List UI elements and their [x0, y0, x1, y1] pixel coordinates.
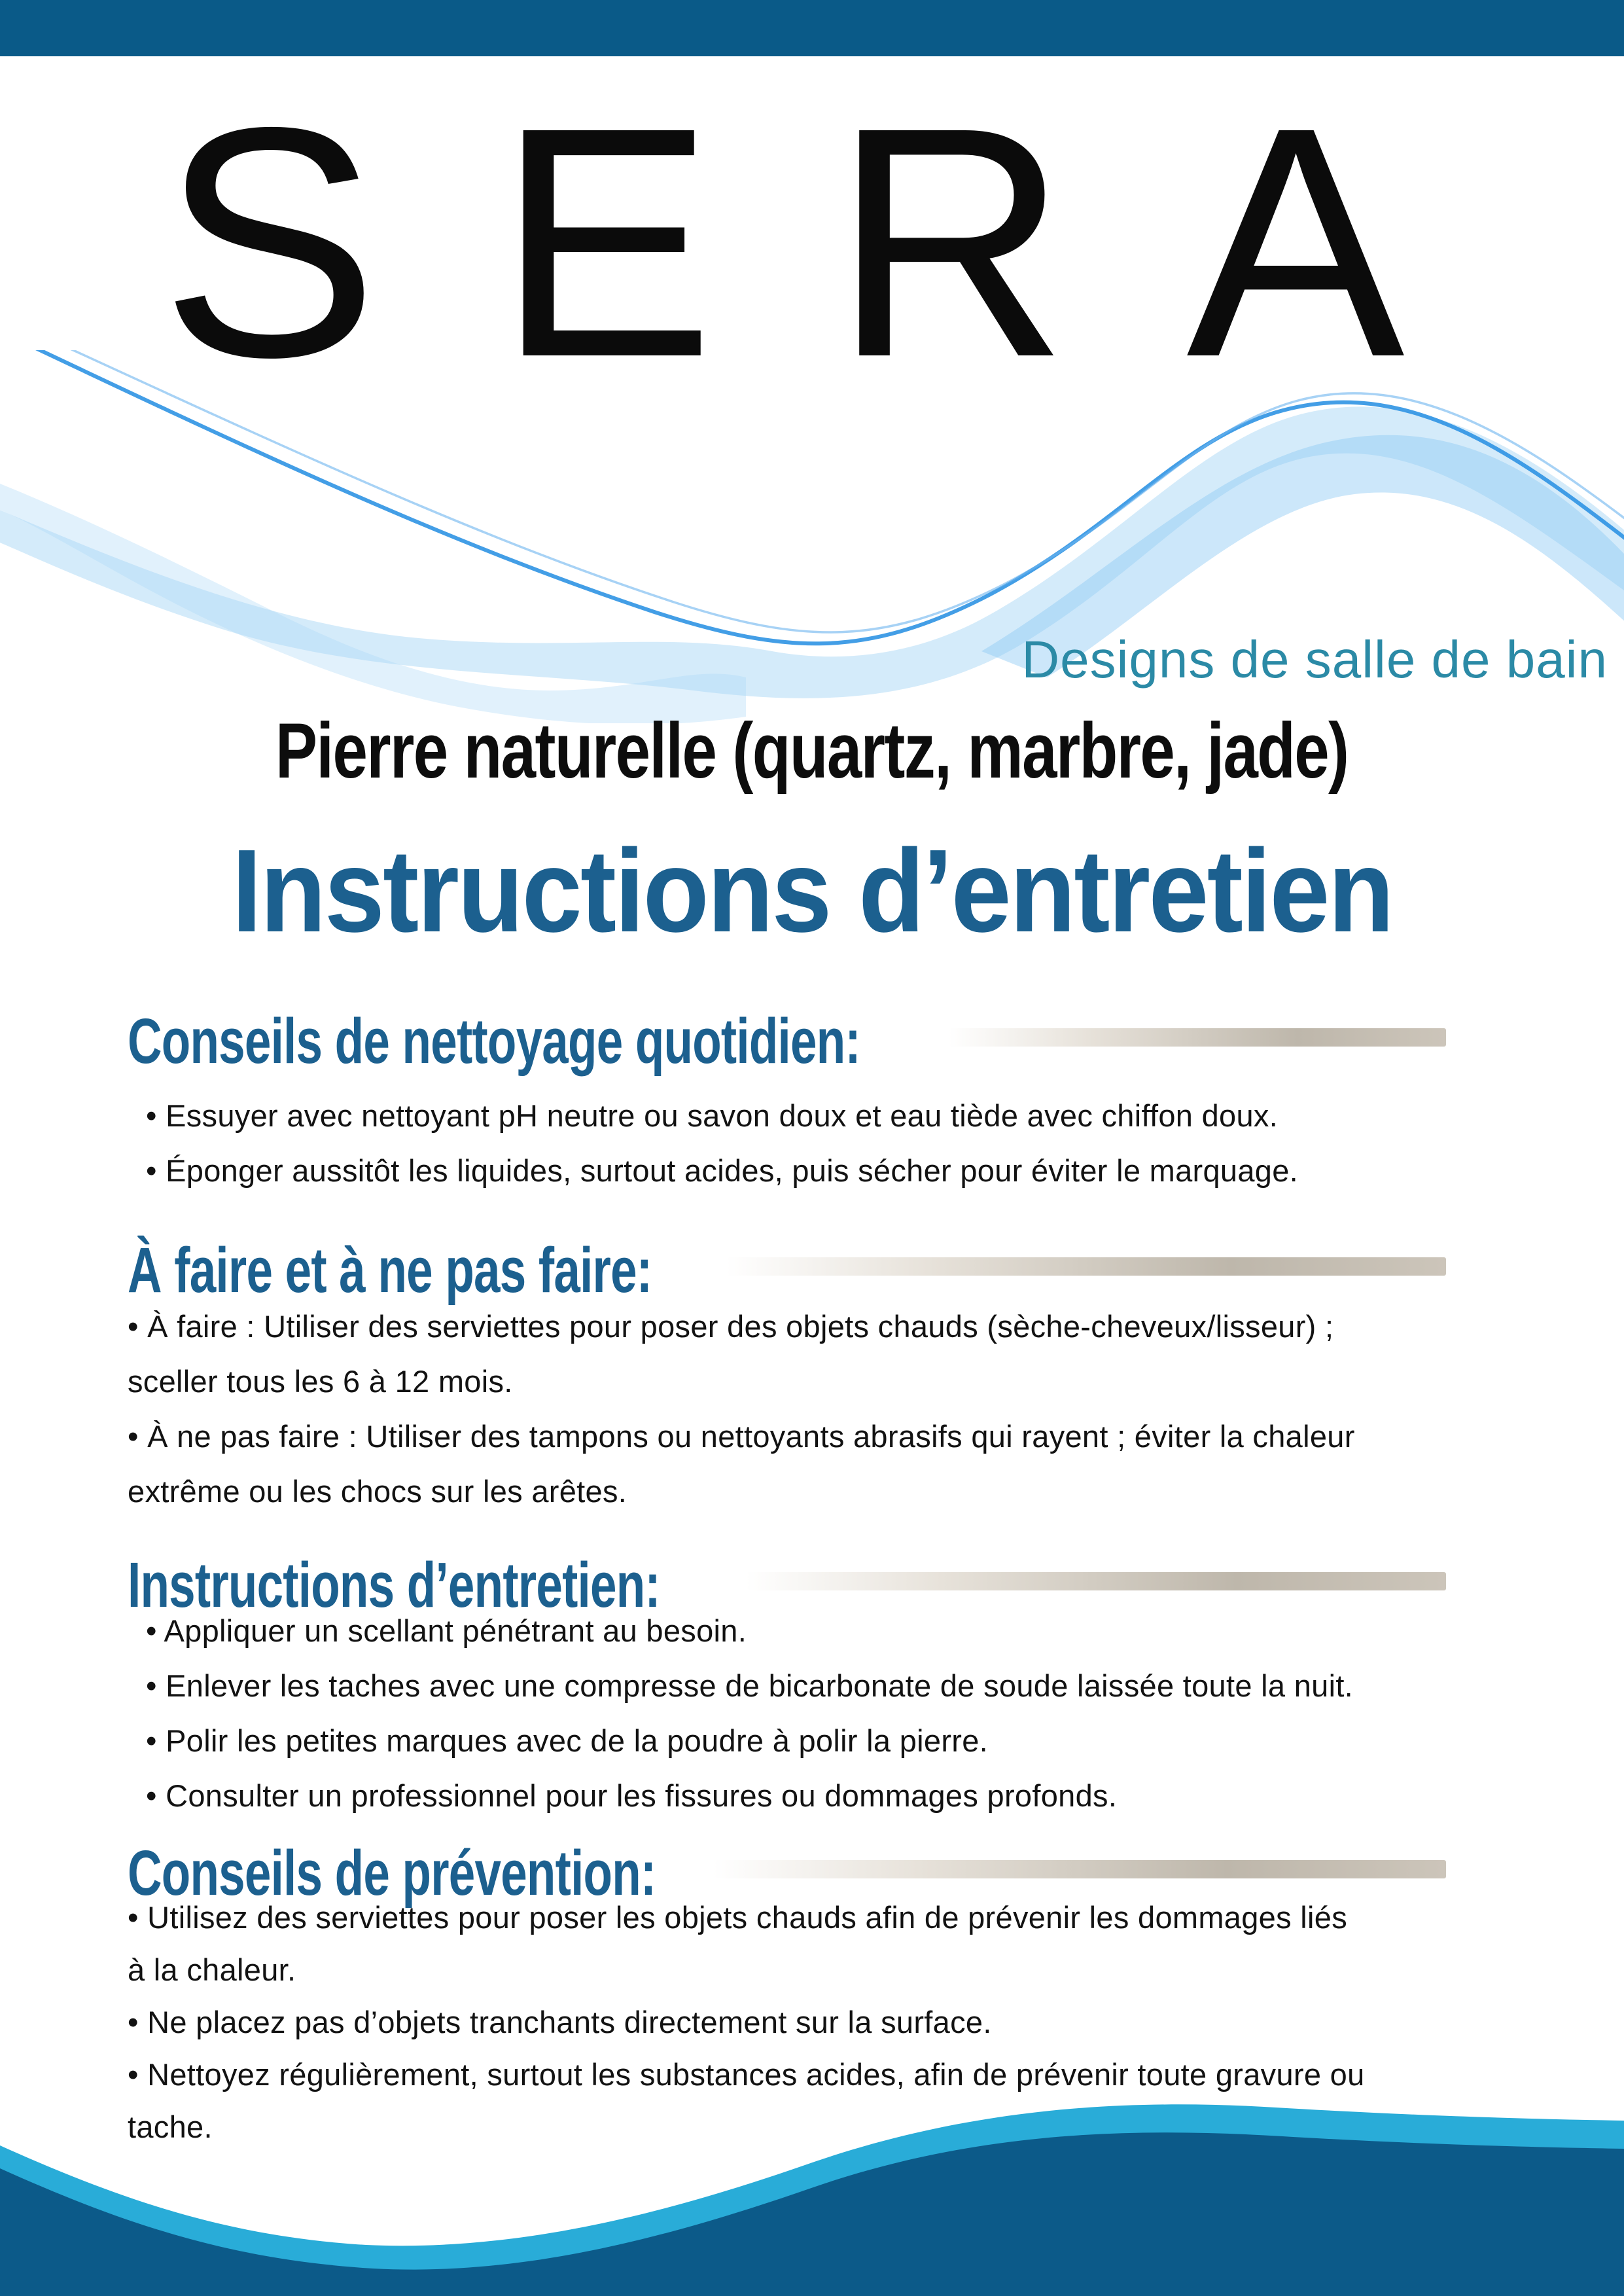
- heading-underline-bar: [746, 1572, 1446, 1590]
- heading-underline-bar: [949, 1028, 1446, 1047]
- bullet-line: à la chaleur.: [128, 1952, 296, 1987]
- section-daily-cleaning: [128, 1005, 1624, 1198]
- section-head: [128, 1234, 1624, 1306]
- bullet-line: • À ne pas faire : Utiliser des tampons ou nettoyants abrasifs qui rayent ; éviter la chaleur: [128, 1419, 1355, 1454]
- wave-band-left: [0, 481, 746, 723]
- top-accent-bar: [0, 0, 1624, 56]
- section-heading: Conseils de prévention:: [128, 1837, 656, 1909]
- heading-underline-bar: [713, 1860, 1446, 1878]
- bullet-line: extrême ou les chocs sur les arêtes.: [128, 1474, 627, 1509]
- section-head: [128, 1549, 1624, 1621]
- brand-logo: SERA: [160, 59, 1523, 425]
- section-heading: Instructions d’entretien:: [128, 1549, 660, 1621]
- bullet-line: • À faire : Utiliser des serviettes pour poser des objets chauds (sèche-cheveux/lisseur) ;: [128, 1309, 1334, 1344]
- subtitle: Pierre naturelle (quartz, marbre, jade): [275, 707, 1349, 795]
- bullet-list: [128, 1299, 1624, 1519]
- footer-wave-dark: [0, 2132, 1624, 2296]
- bullet-line: • Essuyer avec nettoyant pH neutre ou savon doux et eau tiède avec chiffon doux.: [146, 1098, 1279, 1133]
- section-heading: À faire et à ne pas faire:: [128, 1234, 652, 1306]
- bullet-line: • Éponger aussitôt les liquides, surtout acides, puis sécher pour éviter le marquage.: [146, 1153, 1299, 1188]
- bullet-list: [128, 1604, 1624, 1823]
- title-row: [0, 823, 1624, 959]
- bullet-line: • Consulter un professionnel pour les fissures ou dommages profonds.: [146, 1778, 1118, 1813]
- bullet-line: • Ne placez pas d’objets tranchants directement sur la surface.: [128, 2005, 992, 2039]
- bullet-list: [128, 1892, 1624, 2153]
- subtitle-row: [0, 706, 1624, 796]
- bullet-line: • Appliquer un scellant pénétrant au besoin.: [146, 1613, 747, 1648]
- section-prevention-tips: [128, 1837, 1624, 2153]
- bullet-line: • Enlever les taches avec une compresse de bicarbonate de soude laissée toute la nuit.: [146, 1668, 1354, 1703]
- heading-underline-bar: [726, 1257, 1446, 1276]
- content: [0, 1005, 1624, 2153]
- section-care-instructions: [128, 1549, 1624, 1823]
- tagline: Designs de salle de bain: [1021, 630, 1608, 689]
- bullet-line: • Polir les petites marques avec de la poudre à polir la pierre.: [146, 1723, 989, 1758]
- bullet-line: • Utilisez des serviettes pour poser les objets chauds afin de prévenir les dommages liés: [128, 1900, 1347, 1935]
- bullet-line: sceller tous les 6 à 12 mois.: [128, 1364, 513, 1399]
- page-title: Instructions d’entretien: [232, 825, 1392, 957]
- section-heading: Conseils de nettoyage quotidien:: [128, 1005, 860, 1077]
- section-head: [128, 1005, 1624, 1077]
- section-dos-donts: [128, 1234, 1624, 1519]
- bullet-list: [128, 1088, 1624, 1198]
- bullet-line: tache.: [128, 2109, 213, 2144]
- section-head: [128, 1837, 1624, 1909]
- bullet-line: • Nettoyez régulièrement, surtout les substances acides, afin de prévenir toute gravure ou: [128, 2057, 1365, 2092]
